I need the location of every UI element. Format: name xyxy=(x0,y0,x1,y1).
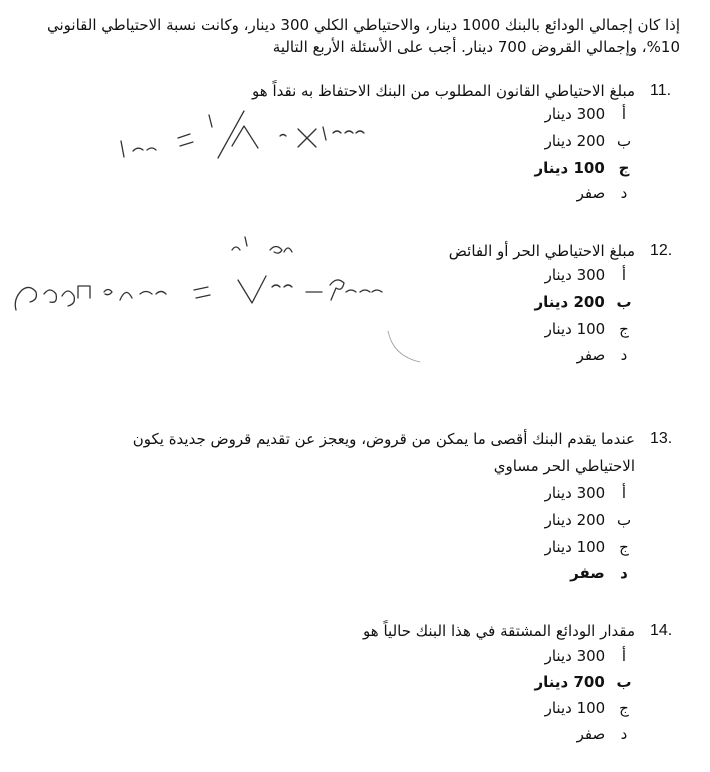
option-text: 100 دينار xyxy=(544,538,606,556)
option-letter: ج xyxy=(618,159,630,177)
question-12-number: 12. xyxy=(650,242,673,259)
option-text: 300 دينار xyxy=(544,266,606,284)
option-letter: د xyxy=(620,564,628,582)
question-13-text-line2: الاحتياطي الحر مساوي xyxy=(493,457,635,475)
option-letter: ب xyxy=(616,132,632,150)
question-11-text: مبلغ الاحتياطي القانون المطلوب من البنك الاحتفاظ به نقداً هو xyxy=(252,82,635,100)
question-11-number: 11. xyxy=(650,82,672,99)
handwritten-word-q12 xyxy=(232,237,292,253)
option-text: 700 دينار xyxy=(534,673,605,691)
option-text: صفر xyxy=(576,346,606,364)
intro-paragraph: إذا كان إجمالي الودائع بالبنك 1000 دينار، والاحتياطي الكلي 300 دينار، وكانت نسبة الاحتياطي القانوني 10%، وإجمالي القروض 700 دينار. أجب على الأسئلة الأربع التالية xyxy=(47,16,680,56)
option-text: 300 دينار xyxy=(544,484,606,502)
option-letter: أ xyxy=(621,266,627,284)
option-letter: د xyxy=(620,725,628,743)
stray-pen-mark xyxy=(388,331,420,362)
option-letter: ج xyxy=(619,699,629,717)
option-letter: ج xyxy=(619,538,629,556)
question-12-text: مبلغ الاحتياطي الحر أو الفائض xyxy=(448,242,635,260)
option-text: 100 دينار xyxy=(544,320,606,338)
option-text: صفر xyxy=(570,564,605,582)
option-text: 200 دينار xyxy=(544,511,606,529)
option-letter: أ xyxy=(621,105,627,123)
option-text: 300 دينار xyxy=(544,105,606,123)
option-letter: ب xyxy=(616,293,632,311)
option-text: صفر xyxy=(576,184,606,202)
question-13-number: 13. xyxy=(650,430,673,447)
option-text: صفر xyxy=(576,725,606,743)
option-text: 200 دينار xyxy=(534,293,605,311)
option-text: 200 دينار xyxy=(544,132,606,150)
option-letter: أ xyxy=(621,647,627,665)
option-letter: أ xyxy=(621,484,627,502)
option-text: 100 دينار xyxy=(534,159,605,177)
handwritten-calculation-q12 xyxy=(15,276,382,310)
option-letter: ج xyxy=(619,320,629,338)
handwritten-calculation-q11 xyxy=(121,111,364,158)
option-letter: د xyxy=(620,346,628,364)
question-14-number: 14. xyxy=(650,622,673,639)
option-text: 300 دينار xyxy=(544,647,606,665)
option-letter: د xyxy=(620,184,628,202)
question-13-text-line1: عندما يقدم البنك أقصى ما يمكن من قروض، ويعجز عن تقديم قروض جديدة يكون xyxy=(132,430,635,448)
question-14-text: مقدار الودائع المشتقة في هذا البنك حالياً هو xyxy=(363,622,635,640)
option-letter: ب xyxy=(616,511,632,529)
option-text: 100 دينار xyxy=(544,699,606,717)
option-letter: ب xyxy=(616,673,632,691)
